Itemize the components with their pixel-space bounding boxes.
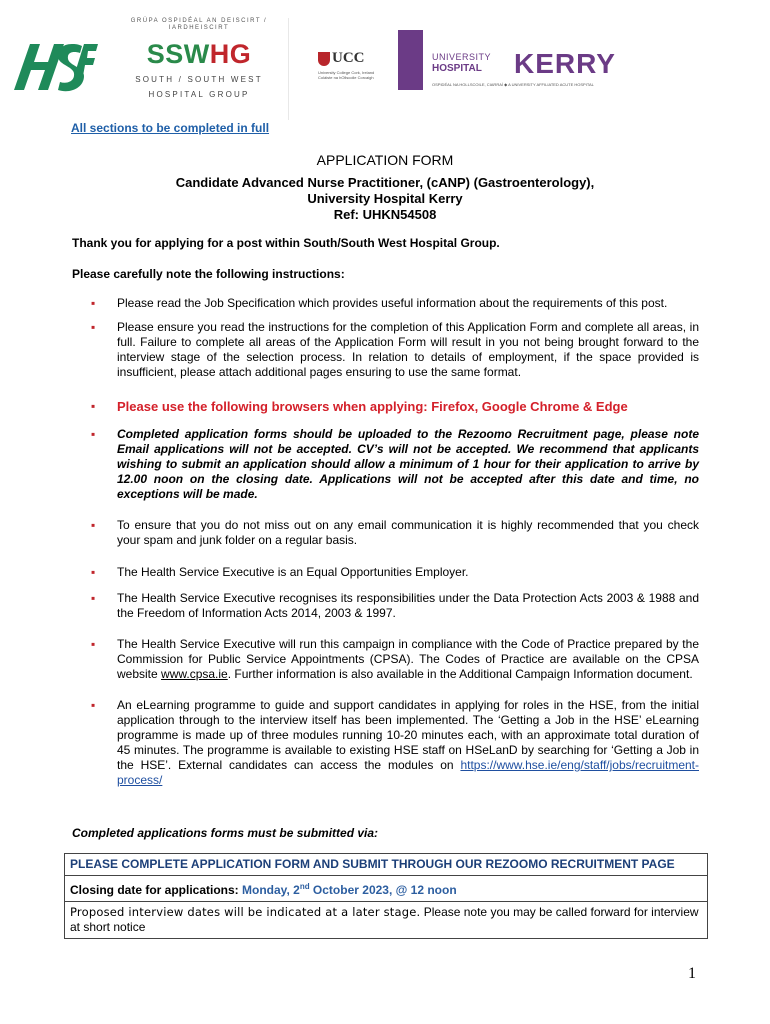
submission-info-box [64, 853, 708, 939]
bullet-icon: ▪ [91, 296, 96, 310]
ucc-crest-icon [318, 52, 330, 66]
list-item: ▪ Please read the Job Specification which provides useful information about the requirements of this post. [91, 296, 668, 310]
closing-date-row: Closing date for applications: Monday, 2nd October 2023, @ 12 noon [65, 876, 707, 902]
bullet-icon: ▪ [91, 399, 96, 413]
bullet-icon: ▪ [91, 637, 96, 651]
page-number: 1 [688, 965, 696, 982]
instructions-heading: Please carefully note the following instructions: [72, 267, 345, 281]
interview-note-row: Proposed interview dates will be indicated at a later stage. Please note you may be called forward for interview at short notice [70, 905, 699, 934]
ucc-logo: UCC University College Cork, Ireland Coláiste na hOllscoile Corcaigh [318, 50, 375, 80]
hse-recruitment-link[interactable]: https://www.hse.ie/eng/staff/jobs/recruitment-process/ [117, 758, 699, 787]
list-item: ▪ The Health Service Executive will run this campaign in compliance with the Code of Practice prepared by the Commission for Public Service Appointments (CPSA). The Codes of Practice are available on the CPSA website www.cpsa.ie. Further information is also available in the Additional Campaign Information document. [91, 637, 699, 681]
sswhg-wordmark: SSWHG [146, 39, 252, 69]
post-title: Candidate Advanced Nurse Practitioner, (cANP) (Gastroenterology), University Hospital Kerry Ref: UHKN54508 [175, 175, 595, 222]
list-item: ▪ Please ensure you read the instructions for the completion of this Application Form and complete all areas, in full. Failure to complete all areas of the Application Form will result in you not being brought forward to the interview stage of the selection process. In relation to details of employment, if the space provided is insufficient, please attach additional pages ensuring to use the same format. [91, 320, 699, 379]
submit-via-heading: Completed applications forms must be submitted via: [72, 826, 379, 840]
bullet-icon: ▪ [91, 518, 96, 532]
list-item: ▪ The Health Service Executive is an Equal Opportunities Employer. [91, 565, 469, 579]
cpsa-link[interactable]: www.cpsa.ie [161, 667, 228, 681]
thank-you-text: Thank you for applying for a post within South/South West Hospital Group. [72, 236, 500, 250]
sswhg-sub-1: SOUTH / SOUTH WEST [135, 75, 263, 84]
all-sections-note: All sections to be completed in full [71, 121, 270, 135]
closing-date: Monday, 2nd October 2023, @ 12 noon [242, 882, 457, 897]
sswhg-logo [110, 18, 289, 120]
sswhg-irish-text: GRÚPA OSPIDÉAL AN DEISCIRT / IARDHEISCIRT [130, 18, 268, 31]
list-item: ▪ To ensure that you do not miss out on any email communication it is highly recommended that you check your spam and junk folder on a regular basis. [91, 518, 699, 547]
uhk-logo: UNIVERSITY HOSPITAL KERRY OSPIDÉAL NA HOLLSCOILE, CIARRAÍ ◆ A UNIVERSITY AFFILIATED ACUTE HOSPITAL [398, 30, 638, 90]
list-item: ▪ The Health Service Executive recognises its responsibilities under the Data Protection Acts 2003 & 1988 and the Freedom of Information Acts 2014, 2003 & 1997. [91, 591, 699, 620]
uhk-bar-icon [398, 30, 423, 90]
bullet-icon: ▪ [91, 320, 96, 334]
page-title: APPLICATION FORM [316, 152, 454, 168]
bullet-icon: ▪ [91, 427, 96, 441]
list-item: ▪ An eLearning programme to guide and support candidates in applying for roles in the HSE, from the initial application through to the interview itself has been implemented. The ‘Getting a Job in the HSE’ eLearning programme is made up of three modules running 10-20 minutes each, with an approximate total duration of 45 minutes. The programme is available to existing HSE staff on HSeLanD by searching for ‘Getting a Job in the HSE’. External candidates can access the modules on https://www.hse.ie/eng/staff/jobs/recruitment-process/ [91, 698, 699, 787]
rezoomo-instruction: PLEASE COMPLETE APPLICATION FORM AND SUBMIT THROUGH OUR REZOOMO RECRUITMENT PAGE [65, 854, 707, 876]
sswhg-sub-2: HOSPITAL GROUP [148, 90, 250, 99]
list-item: ▪ Please use the following browsers when applying: Firefox, Google Chrome & Edge [91, 399, 628, 414]
list-item: ▪ Completed application forms should be uploaded to the Rezoomo Recruitment page, please note Email applications will not be accepted. CV’s will not be accepted. We recommend that applicants wishing to submit an application should allow a minimum of 1 hour for their application to arrive by 12.00 noon on the closing date. Applications will not be accepted after this date and time, no exceptions will be made. [91, 427, 699, 501]
bullet-icon: ▪ [91, 565, 96, 579]
bullet-icon: ▪ [91, 591, 96, 605]
bullet-icon: ▪ [91, 698, 96, 712]
instructions-list [72, 296, 699, 788]
hse-logo [14, 38, 98, 96]
